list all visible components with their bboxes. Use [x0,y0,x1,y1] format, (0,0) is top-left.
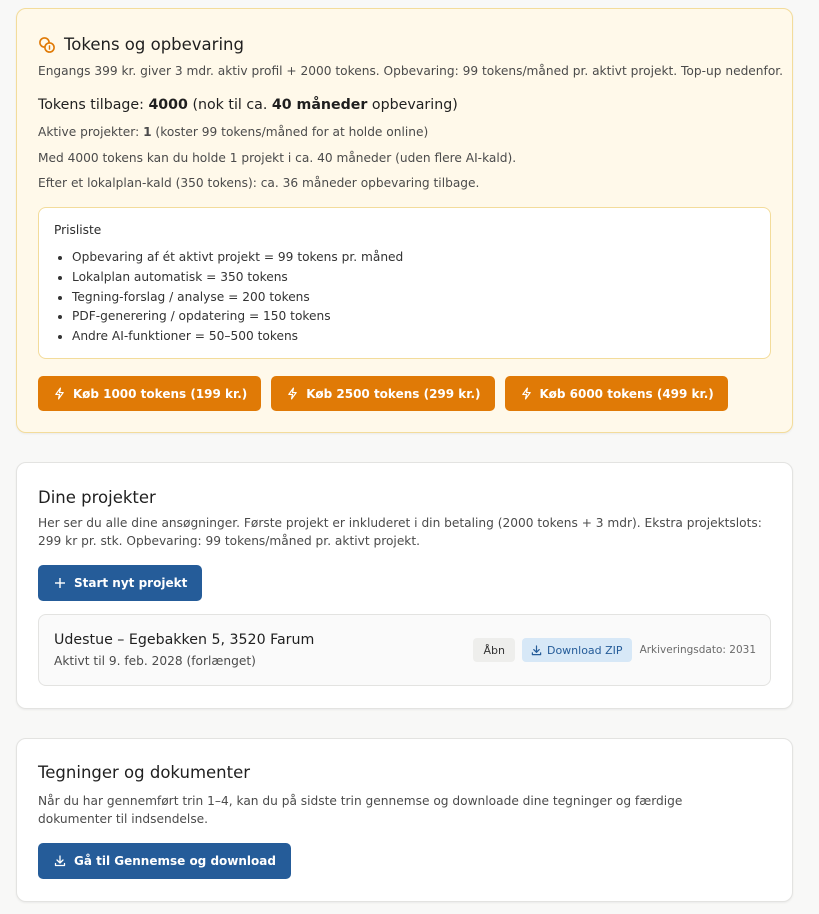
price-list-item: • Andre AI-funktioner = 50–500 tokens [72,327,403,347]
buy-2500-tokens-button[interactable] [271,376,494,411]
open-project-button[interactable]: Åbn [473,638,514,662]
tokens-description: Engangs 399 kr. giver 3 mdr. aktiv profil + 2000 tokens. Opbevaring: 99 tokens/måned pr. aktivt projekt. Top-up nedenfor. [38,64,784,78]
review-download-label: Gå til Gennemse og download [74,854,276,868]
price-list-item: • PDF-generering / opdatering = 150 tokens [72,307,403,327]
price-list-item: • Lokalplan automatisk = 350 tokens [72,268,403,288]
buy-button-label: Køb 1000 tokens (199 kr.) [73,386,248,401]
projects-card [16,462,793,709]
projects-title: Dine projekter [38,488,156,507]
price-list-title: Prisliste [54,223,102,237]
documents-card [16,738,793,902]
buy-button-label: Køb 6000 tokens (499 kr.) [539,386,714,401]
start-new-project-button[interactable] [38,565,202,601]
download-icon [54,855,66,867]
tokens-balance [38,97,458,113]
price-list [72,248,403,347]
download-icon [531,645,542,656]
project-actions [473,638,756,662]
tokens-title-row [38,35,244,54]
documents-description: Når du har gennemført trin 1–4, kan du på sidste trin gennemse og downloade dine tegninger og færdige dokumenter til indsendelse. [38,794,683,826]
active-projects-prefix: Aktive projekter: [38,125,144,139]
price-list-item: • Tegning-forslag / analyse = 200 tokens [72,288,403,308]
price-list-item: • Opbevaring af ét aktivt projekt = 99 tokens pr. måned [72,248,403,268]
balance-months: 40 måneder [271,97,368,113]
project-name: Udestue – Egebakken 5, 3520 Farum [54,632,315,648]
tokens-title: Tokens og opbevaring [64,35,244,54]
download-zip-button[interactable] [522,638,632,662]
active-projects-info [38,125,428,139]
hold-info: Med 4000 tokens kan du holde 1 projekt i ca. 40 måneder (uden flere AI-kald). [38,151,517,165]
price-list-box [38,207,771,359]
download-zip-label: Download ZIP [546,643,623,657]
balance-value: 4000 [148,97,188,113]
after-call-info: Efter et lokalplan-kald (350 tokens): ca. 36 måneder opbevaring tilbage. [38,176,480,190]
balance-suffix: opbevaring) [367,97,458,113]
buy-1000-tokens-button[interactable] [38,376,261,411]
balance-middle: (nok til ca. [187,97,272,113]
lightning-icon [520,387,533,400]
active-projects-count: 1 [143,125,152,139]
start-new-project-label: Start nyt projekt [74,576,188,590]
project-list-item [38,614,771,686]
project-status: Aktivt til 9. feb. 2028 (forlænget) [54,654,256,668]
archive-date: Arkiveringsdato: 2031 [639,644,756,656]
coins-icon [38,36,56,54]
review-download-button[interactable] [38,843,291,879]
buy-button-label: Køb 2500 tokens (299 kr.) [306,386,481,401]
plus-icon [54,577,66,589]
tokens-card [16,8,793,433]
documents-title: Tegninger og dokumenter [38,763,251,782]
active-projects-suffix: (koster 99 tokens/måned for at holde online) [151,125,429,139]
balance-prefix: Tokens tilbage: [38,97,149,113]
buy-buttons-row [38,376,728,411]
projects-description: Her ser du alle dine ansøgninger. Første projekt er inkluderet i din betaling (2000 tokens + 3 mdr). Ekstra projektslots: 299 kr pr. stk. Opbevaring: 99 tokens/måned pr. aktivt projekt. [38,516,762,548]
buy-6000-tokens-button[interactable] [505,376,728,411]
lightning-icon [53,387,66,400]
lightning-icon [286,387,299,400]
